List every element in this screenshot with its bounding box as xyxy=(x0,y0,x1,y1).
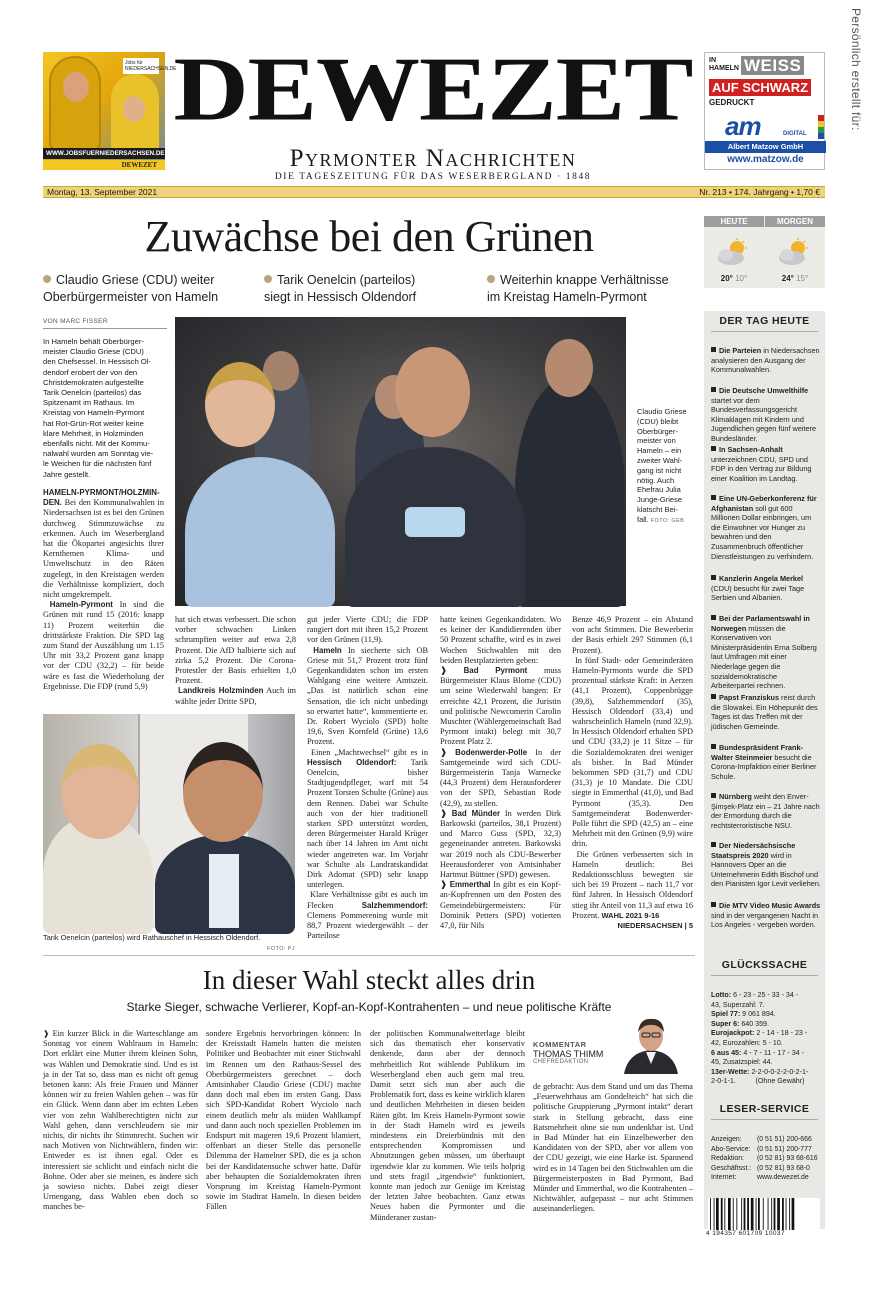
square-bullet-icon xyxy=(711,793,716,798)
ad-url: WWW.JOBSFUERNIEDERSACHSEN.DE xyxy=(43,148,165,159)
color-bars-icon xyxy=(818,115,824,139)
sidebar xyxy=(704,311,825,1229)
am-logo-icon: am xyxy=(725,111,761,141)
kommentar-role: CHEFREDAKTION xyxy=(533,1059,589,1065)
ad-weiss: WEISS xyxy=(741,56,804,75)
photo-griese[interactable] xyxy=(175,317,626,606)
tag-item-3[interactable]: In Sachsen-Anhalt unterzeichnen CDU, SPD und FDP in den Vertrag zur Bildung einer Koalition im Landtag. xyxy=(711,445,812,483)
tag-item-2[interactable]: Die Deutsche Umwelthilfe startet vor dem Bundesverfassungsgericht Klimaklagen mit Kindern und Jugendlichen gegen fünf weitere Bundesländer. xyxy=(711,386,817,443)
ad-matzow[interactable] xyxy=(704,52,825,170)
service-header: LESER-SERVICE xyxy=(719,1103,810,1115)
ad-www: www.matzow.de xyxy=(727,154,804,165)
barcode-icon xyxy=(708,1198,820,1230)
square-bullet-icon xyxy=(711,744,716,749)
ad-digital: DIGITAL xyxy=(783,131,807,137)
tag-item-6[interactable]: Bei der Parlamentswahl in Norwegen müssen die Konservativen von Ministerpräsidentin Erna Solberg laut Umfragen mit einer Niederlage gegen die sozialdemokratische Arbeiterpartei rechnen. xyxy=(711,614,817,691)
comment-col-3: der politischen Kommunalwetterlage bleibt sich das thematisch eher konservativ denkende, dann aber der dennoch mehrheitlich Rot wählende Publikum im Weserbergland eben auch gern mal treu. Damit setzt sich nun aber auch die Problematik fort, dass es keine wirklich klaren und deutlichen Mehrheiten in diesen beiden Räten gibt. Im Kreis Hameln-Pyrmont sowie in der Stadt Hameln wird es jeweils mindestens ein Dreierbündnis mit den entsprechenden Kompromissen und Abnutzungen geben müssen, um überhaupt irgendwie klar zu kommen. Wie teils holprig und stets fragil „irgendwie“ funktioniert, konnte man jedoch zur Genüge im Kreistag der letzten Jahre beobachten. Ganz etwas Neues haben die Pyrmonter und die Münderaner zustan- xyxy=(370,1029,525,1222)
photo-main-credit: FOTO: GEB xyxy=(650,517,685,524)
photo-second-credit: FOTO: PJ xyxy=(267,945,295,952)
ad-in-hameln: IN HAMELN xyxy=(709,57,739,72)
weather-tomorrow-label: MORGEN xyxy=(765,216,825,227)
square-bullet-icon xyxy=(711,694,716,699)
bullet-3: Weiterhin knappe Verhältnisse im Kreistag Hameln-Pyrmont xyxy=(487,273,669,304)
byline: VON MARC FISSER xyxy=(43,318,108,325)
gluecksache-header: GLÜCKSSACHE xyxy=(721,959,808,971)
square-bullet-icon xyxy=(711,347,716,352)
weather-today-temp: 20° 10° xyxy=(720,274,748,283)
lead-headline[interactable]: Zuwächse bei den Grünen xyxy=(144,212,594,261)
service-list: Anzeigen: (0 51 51) 200-666 Abo-Service: (0 51 51) 200-777 Redaktion: (0 52 81) 93 68-616 Geschäftsst.: (0 52 81) 93 68-0 Internet: www.dewezet.de xyxy=(711,1136,818,1182)
date-bar xyxy=(43,186,825,198)
lead-col-2: hat sich etwas verbessert. Die schon vorher schwachen Linken schrumpften weiter auf etwa 2,8 Prozent. Die AfD halbierte sich auf zirka 5,2 Prozent. Die Corona-Protestler der Basis erhielten 1,0 Prozent. Landkreis Holzminden Auch im wählte jeder Dritte SPD, xyxy=(175,615,297,706)
tag-item-9[interactable]: Nürnberg weiht den Enver-Şimşek-Platz ein – 21 Jahre nach der Ermordung durch die rechtsterroristische NSU. xyxy=(711,792,820,830)
photo-second-caption: Tarik Oenelcin (parteilos) wird Rathauschef in Hessisch Oldendorf. FOTO: PJ xyxy=(43,933,295,952)
weather-today-label: HEUTE xyxy=(704,216,764,227)
tag-item-7[interactable]: Papst Franziskus reist durch die Slowakei. Ein Höhepunkt des Tages ist das Treffen mit der jüdischen Gemeinde. xyxy=(711,693,818,731)
tag-item-1[interactable]: Die Parteien in Niedersachsen analysieren den Ausgang der Kommunalwahlen. xyxy=(711,346,820,375)
issue-date: Montag, 13. September 2021 xyxy=(47,187,158,197)
weather-tomorrow-temp: 24° 15° xyxy=(781,274,809,283)
intro-text: In Hameln behält Oberbürger- meister Claudio Griese (CDU) den Chefsessel. In Hessisch Ol- dendorf erobert der von den Christdemokraten aufgestellte Tarik Oenelcin (parteilos) das Spitzenamt im Rathaus. Im Kreistag von Hameln-Pyrmont hat Rot-Grün-Rot weiter keine klare Mehrheit, in Holzminden ebenfalls nicht. Mit der Kommu- nalwahl wurden am Sonntag vie- le Weichen für die nächsten fünf Jahre gestellt. xyxy=(43,337,154,479)
ref-niedersachsen[interactable]: NIEDERSACHSEN | 5 xyxy=(617,921,693,931)
second-subheadline: Starke Sieger, schwache Verlierer, Kopf-an-Kopf-Kontrahenten – und neue politische Kräfte xyxy=(126,1000,612,1014)
phone-abo[interactable]: (0 51 51) 200-777 xyxy=(757,1145,812,1153)
ad-face-woman xyxy=(123,96,145,122)
barcode-number: 4 194357 601709 10037 xyxy=(706,1230,785,1237)
lead-col-3: gut jeder Vierte CDU; die FDP rangiert dort mit ihren 15,2 Prozent vor den Grünen (11,9). Hameln In siecherte sich OB Griese mit 51,7 Prozent trotz fünf Gegenkandidaten schon im ersten Wahlgang eine weitere Amtszeit. „Das ist natürlich schon eine Sensation, die ich nicht unbedingt so erwartet hatte“, kommentierte er. Dr. Robert Wyciolo (SPD) holte 19,6, Sven Kornfeld (Grüne) 13,6 Prozent. Einen „Machtwechsel“ gibt es in Hessisch Oldendorf: Tarik Oenelcin, bisher Stadtjugendpfleger, warf mit 54 Prozent Torsten Schulte (Grüne) aus dem Rennen. Dabei war Schulte auch von der hier traditionell starken SPD unterstützt worden, deren Bürgermeister Harald Krüger nach über 14 Jahren im Amt nicht wieder angetreten war. Im Vorjahr war Schulte als Landratskandidat Dirk Adomat (SPD) sehr knapp unterlegen. Klare Verhältnisse gibt es auch im Flecken Salzhemmendorf: Clemens Pommerening wurde mit 88,7 Prozent wiedergewählt – der Parteilose xyxy=(307,615,429,941)
tag-item-5[interactable]: Kanzlerin Angela Merkel (CDU) besucht für zwei Tage Serbien und Albanien. xyxy=(711,574,805,603)
phone-geschaeftsstelle[interactable]: (0 52 81) 93 68-0 xyxy=(757,1164,810,1172)
masthead-title: DEWEZET xyxy=(173,38,693,140)
comment-col-4: de gebracht: Aus dem Stand und um das Thema „Feuerwehrhaus am Gondelteich“ hat sich die politische Gruppierung „Pyrmont intakt“ derart stark in Stellung gebracht, dass eine Ratsmehrheit ohne sie nun undenkbar ist. Und in Bad Münder hat ein Einzelbewerber den Kandidaten von der SPD, aber vor allem von der CDU gezeigt, wie eine Harke ist. Spannend wird es in 14 Tagen bei den Stichwahlen um die Bürgermeisterposten in Bad Pyrmont, Bad Münder und Emmerthal, wo die Kontrahenten – Nichtwähler, aufgepasst – nur acht Stimmen auseinanderliegen. xyxy=(533,1082,693,1214)
bullet-dot-icon xyxy=(43,275,51,283)
issue-number: Nr. 213 • 174. Jahrgang • 1,70 € xyxy=(699,187,820,197)
phone-redaktion[interactable]: (0 52 81) 93 68-616 xyxy=(757,1155,818,1163)
second-headline[interactable]: In dieser Wahl steckt alles drin xyxy=(202,965,536,995)
sun-cloud-icon xyxy=(715,238,753,266)
bullet-dot-icon xyxy=(264,275,272,283)
square-bullet-icon xyxy=(711,446,716,451)
bullet-1: Claudio Griese (CDU) weiter Oberbürgermeister von Hameln xyxy=(43,273,219,304)
lottery-numbers: Lotto: 6 - 23 - 25 - 33 - 34 - 43, Superzahl: 7. Spiel 77: 9 061 894. Super 6: 640 359. Eurojackpot: 2 - 14 - 18 - 23 - 42, Eurozahlen: 5 - 10. 6 aus 45: 4 - 7 - 11 - 17 - 34 - 45, Zusatzspiel: 44. 13er-Wette: 2-2-0-0-2-2-0-2-1- 2-0-1-1. (Ohne Gewähr) xyxy=(711,991,809,1086)
tag-item-11[interactable]: Die MTV Video Music Awards sind in der vergangenen Nacht in Los Angeles - vergeben worden. xyxy=(711,901,821,930)
lead-col-5: Benze 46,9 Prozent – ein Abstand von acht Stimmen. Die Bewerberin der Basis erhielt 297 Stimmen (6,1 Prozent). In fünf Stadt- oder Gemeinderäten Hameln-Pyrmonts wurde die SPD prozentual stärkste Kraft: in Aerzen (41,1 Prozent), Coppenbrügge (39,8), Salzhemmendorf (35), Hessisch Oldendorf (33,4) und wahrscheinlich Hameln (rund 32,9). In Hessisch Oldendorf erhalten SPD und CDU (33,2) je 11 Sitze – für die Sozialdemokraten drei weniger als bisher. In Bad Münder bekommen SPD (31,7) und CDU (31,3) je 10 Mandate. Die CDU siegte in Emmerthal (41,0), und Bad Pyrmont (35,3). Den Samtgemeinderat Bodenwerder-Polle führt die SPD (42,5) an – eine Mehrheit mit den Grünen (9,9) wäre drin. Die Grünen verbesserten sich in Hameln deutlich: Bei Redaktionsschluss bewegten sie sich bei 19 Prozent – nach 11,7 vor fünf Jahren. In Hessisch Oldendorf stieg ihr Anteil von 11,3 auf etwa 16 Prozent. WAHL 2021 9-16 NIEDERSACHSEN | 5 xyxy=(572,615,693,931)
photo-oenelcin[interactable] xyxy=(43,714,295,928)
kommentar-label: KOMMENTAR xyxy=(533,1040,587,1049)
kommentar-author[interactable]: THOMAS THIMM xyxy=(533,1049,604,1059)
masthead-tagline: DIE TAGESZEITUNG FÜR DAS WESERBERGLAND · 1848 xyxy=(274,172,592,182)
tag-item-4[interactable]: Eine UN-Geberkonferenz für Afghanistan soll gut 600 Millionen Dollar einbringen, um die Einwohner vor Hunger zu bewahren und den Zusammenbruch öffentlicher Dienstleistungen zu verhindern. xyxy=(711,494,817,561)
square-bullet-icon xyxy=(711,387,716,392)
square-bullet-icon xyxy=(711,842,716,847)
bullet-2: Tarik Oenelcin (parteilos) siegt in Hessisch Oldendorf xyxy=(264,273,417,304)
square-bullet-icon xyxy=(711,495,716,500)
tag-item-8[interactable]: Bundespräsident Frank-Walter Steinmeier besucht die Corona-Impfaktion einer Berliner Schule. xyxy=(711,743,817,781)
weather-box xyxy=(704,216,825,288)
ad-company: Albert Matzow GmbH xyxy=(705,141,826,153)
ad-figure-man xyxy=(49,56,101,151)
tag-item-10[interactable]: Der Niedersächsische Staatspreis 2020 wird in Hannovers Oper an die Unternehmerin Edith Bischof und den Pianisten Igor Levit verliehen. xyxy=(711,841,821,889)
bullet-dot-icon xyxy=(487,275,495,283)
masthead-subtitle: Pyrmonter Nachrichten xyxy=(289,145,577,172)
ad-tagline: Jobs für NIEDERSACHSEN.DE xyxy=(125,60,177,72)
byline-rule xyxy=(43,328,167,329)
square-bullet-icon xyxy=(711,575,716,580)
ad-schwarz: AUF SCHWARZ xyxy=(709,79,811,96)
square-bullet-icon xyxy=(711,902,716,907)
ad-face-man xyxy=(63,72,89,102)
personal-copy-note: Persönlich erstellt für: xyxy=(849,8,863,131)
ad-jobs-niedersachsen[interactable] xyxy=(43,52,177,170)
lead-col-1: HAMELN-PYRMONT/HOLZMIN-DEN. Bei den Kommunalwahlen in Niedersachsen ist es bei den Grünen durchweg Stimmzuwächse zu erkennen. Auch im Weserbergland hat die Ökopartei angesichts ihrer Kernthemen Klima- und Umweltschutz in den Räten zugelegt, in den Kreistagen werden die Verhältnisse kompliziert, doch nicht umgekrempelt. Hameln-Pyrmont In sind die Grünen mit rund 15 (2016: knapp 11) Prozent weiterhin die drittstärkste Fraktion. Die SPD lag zum Stand der Auszählung um 1.15 Uhr mit 33,2 Prozent ganz knapp vor der CDU (32,2) – für beide wäre es fast die Wiederholung der Ergebnisse. Die FDP (rund 5,9) xyxy=(43,488,165,691)
photo-main-caption: Claudio Griese (CDU) bleibt Oberbürger- meister von Hameln – ein zweiter Wahl- gang ist nicht nötig. Auch Ehefrau Julia Junge-Griese klatscht Bei- fall. FOTO: GEB xyxy=(637,407,687,524)
comment-col-2: sondere Ergebnis hervorbringen können: In der Kreisstadt Hameln hatten die meisten Politiker und Beobachter mit einer Stichwahl im Rennen um den Rathaus-Sessel des Oberbürgermeisters gerechnet – doch Amtsinhaber Claudio Griese (CDU) machte dann doch mal eben im ersten Gang. Dass sich SPD-Kandidat Robert Wyciolo nach einem deutlich mehr als müden Wahlkampf und dann auch noch speziellen Problemen im Endspurt mit mageren 19,6 Prozent blamiert, offenbart an dieser Stelle das personelle Dilemma der Hamelner SPD, die es ja schon bei der Kandidatensuche schwer hatte. Dafür aber behaupten die Sozialdemokraten ihren Vorsprung im Kreistag Hameln-Pyrmont sowie im Stadtrat Hameln. In diesen beiden Fällen xyxy=(206,1029,361,1212)
phone-anzeigen[interactable]: (0 51 51) 200-666 xyxy=(757,1136,812,1143)
square-bullet-icon xyxy=(711,615,716,620)
ref-wahl-2021[interactable]: WAHL 2021 9-16 xyxy=(601,910,660,920)
tag-heute-header: DER TAG HEUTE xyxy=(719,315,810,327)
comment-col-1: ❱ Ein kurzer Blick in die Warteschlange am Sonntag vor einem Wahlraum in Hameln: Dort erklärt eine Mutter ihrem kleinen Sohn, was Wahlen und Demokratie sind. Und es ist ja in der Tat so, dass man es nicht oft genug betonen kann: Als freie Frauen und Männer können wir zu freien Wahlen gehen – was für ein Glück. Wenn dann aber im echten Leben vier von zehn Wahlberechtigten nicht zur Wahl gehen, dann verschleudern sie mir nichts, dir nichts ihr Stimmrecht. Suchen wir nach Motiven von Nichtwählern, finden wir: Entweder es ist ihnen egal. Oder es interessiert sie schlicht und einfach nicht die Bohne. Oder aber sie meinen, es ändere sich ja sowieso nichts. Dabei zeigt dieser Urnengang, dass Wahlen eben doch so manches be- xyxy=(43,1029,198,1212)
author-portrait-icon xyxy=(618,1012,684,1074)
mask-icon xyxy=(405,507,465,537)
website-link[interactable]: www.dewezet.de xyxy=(757,1174,809,1182)
ad-brand: DEWEZET xyxy=(43,160,165,170)
ad-gedruckt: GEDRUCKT xyxy=(709,98,755,107)
sun-cloud-icon xyxy=(776,238,814,266)
lead-col-4: hatte keinen Gegenkandidaten. Wo es keiner der Kandidierenden über 50 Prozent schaffte, wird es in zwei Wochen Stichwahlen mit den beiden Bestplatzierten geben: ❱ Bad Pyrmont muss Bürgermeister Klaus Blome (CDU) um seine Wiederwahl bangen: Er erreichte 42,1 Prozent, die Juristin und politische Newcomerin Carolin Muschter (Wählergemeinschaft Bad Pyrmont intakt) belegt mit 30,7 Prozent Platz 2. ❱ Bodenwerder-Polle In der Samtgemeinde wird sich CDU-Bürgermeisterin Tanja Warnecke (44,3 Prozent) dem Herausforderer von der SPD, Sebastian Rode (42,9), zu stellen. ❱ Bad Münder In werden Dirk Barkowski (parteilos, 38,1 Prozent) und Marco Guss (SPD, 32,3) gegeneinander antreten. Barkowski war 2019 noch als CDU-Bewerber Heerausforderer von Amtsinhaber Hartmut Büttner (SPD) gewesen. ❱ Emmerthal In gibt es ein Kopf-an-Kopfrennen um den Posten des Gemeindebürgermeisters: Für Dominik Petters (SPD) votierten 47,0, für Nils xyxy=(440,615,562,931)
